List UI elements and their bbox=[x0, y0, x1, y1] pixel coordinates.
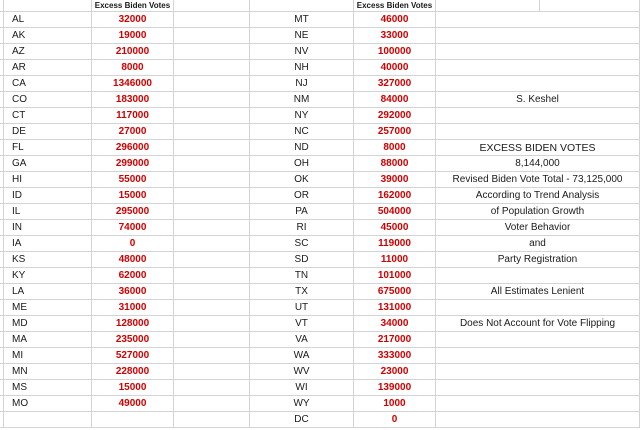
empty-cell[interactable] bbox=[436, 364, 640, 380]
empty-cell[interactable] bbox=[174, 364, 250, 380]
vote-cell[interactable]: 1000 bbox=[354, 396, 436, 412]
state-cell[interactable]: KY bbox=[4, 268, 92, 284]
state-cell[interactable]: NC bbox=[250, 124, 354, 140]
vote-cell[interactable]: 15000 bbox=[92, 188, 174, 204]
state-cell[interactable]: CO bbox=[4, 92, 92, 108]
vote-cell[interactable]: 0 bbox=[92, 236, 174, 252]
empty-cell[interactable] bbox=[92, 412, 174, 428]
empty-cell[interactable] bbox=[174, 396, 250, 412]
vote-cell[interactable]: 62000 bbox=[92, 268, 174, 284]
empty-cell[interactable] bbox=[174, 236, 250, 252]
empty-cell[interactable] bbox=[174, 156, 250, 172]
vote-cell[interactable]: 31000 bbox=[92, 300, 174, 316]
state-cell[interactable]: KS bbox=[4, 252, 92, 268]
empty-cell[interactable] bbox=[250, 0, 354, 12]
vote-cell[interactable]: 117000 bbox=[92, 108, 174, 124]
note-revised[interactable]: Revised Biden Vote Total - 73,125,000 bbox=[436, 172, 640, 188]
vote-cell[interactable]: 49000 bbox=[92, 396, 174, 412]
vote-cell[interactable]: 257000 bbox=[354, 124, 436, 140]
empty-cell[interactable] bbox=[436, 76, 640, 92]
empty-cell[interactable] bbox=[4, 412, 92, 428]
state-cell[interactable]: MT bbox=[250, 12, 354, 28]
state-cell[interactable]: DE bbox=[4, 124, 92, 140]
state-cell[interactable]: WV bbox=[250, 364, 354, 380]
state-cell[interactable]: ID bbox=[4, 188, 92, 204]
state-cell[interactable]: MD bbox=[4, 316, 92, 332]
empty-cell[interactable] bbox=[174, 108, 250, 124]
state-cell[interactable]: AR bbox=[4, 60, 92, 76]
note-line2[interactable]: of Population Growth bbox=[436, 204, 640, 220]
state-cell[interactable]: AL bbox=[4, 12, 92, 28]
empty-cell[interactable] bbox=[4, 0, 92, 12]
state-cell[interactable]: MA bbox=[4, 332, 92, 348]
empty-cell[interactable] bbox=[174, 76, 250, 92]
note-line1[interactable]: According to Trend Analysis bbox=[436, 188, 640, 204]
state-cell[interactable]: WY bbox=[250, 396, 354, 412]
state-cell[interactable]: UT bbox=[250, 300, 354, 316]
state-cell[interactable]: NV bbox=[250, 44, 354, 60]
state-cell[interactable]: FL bbox=[4, 140, 92, 156]
empty-cell[interactable] bbox=[174, 28, 250, 44]
state-cell[interactable]: AK bbox=[4, 28, 92, 44]
vote-cell[interactable]: 8000 bbox=[92, 60, 174, 76]
empty-cell[interactable] bbox=[540, 0, 640, 12]
state-cell[interactable]: AZ bbox=[4, 44, 92, 60]
note-line5[interactable]: Party Registration bbox=[436, 252, 640, 268]
vote-cell[interactable]: 33000 bbox=[354, 28, 436, 44]
state-cell[interactable]: MO bbox=[4, 396, 92, 412]
state-cell[interactable]: IN bbox=[4, 220, 92, 236]
vote-cell[interactable]: 32000 bbox=[92, 12, 174, 28]
state-cell[interactable]: PA bbox=[250, 204, 354, 220]
state-cell[interactable]: VT bbox=[250, 316, 354, 332]
empty-cell[interactable] bbox=[174, 316, 250, 332]
vote-cell[interactable]: 292000 bbox=[354, 108, 436, 124]
state-cell[interactable]: NE bbox=[250, 28, 354, 44]
empty-cell[interactable] bbox=[436, 12, 640, 28]
vote-cell[interactable]: 139000 bbox=[354, 380, 436, 396]
state-cell[interactable]: OK bbox=[250, 172, 354, 188]
empty-cell[interactable] bbox=[436, 332, 640, 348]
note-author[interactable]: S. Keshel bbox=[436, 92, 640, 108]
empty-cell[interactable] bbox=[436, 28, 640, 44]
vote-cell[interactable]: 45000 bbox=[354, 220, 436, 236]
state-cell[interactable]: NM bbox=[250, 92, 354, 108]
vote-cell[interactable]: 27000 bbox=[92, 124, 174, 140]
state-cell[interactable]: NH bbox=[250, 60, 354, 76]
state-cell[interactable]: GA bbox=[4, 156, 92, 172]
vote-cell[interactable]: 40000 bbox=[354, 60, 436, 76]
state-cell[interactable]: DC bbox=[250, 412, 354, 428]
state-cell[interactable]: MN bbox=[4, 364, 92, 380]
note-title[interactable]: EXCESS BIDEN VOTES bbox=[436, 140, 640, 156]
state-cell[interactable]: MS bbox=[4, 380, 92, 396]
vote-cell[interactable]: 19000 bbox=[92, 28, 174, 44]
empty-cell[interactable] bbox=[436, 60, 640, 76]
empty-cell[interactable] bbox=[436, 348, 640, 364]
empty-cell[interactable] bbox=[174, 252, 250, 268]
empty-cell[interactable] bbox=[436, 380, 640, 396]
empty-cell[interactable] bbox=[174, 92, 250, 108]
note-line3[interactable]: Voter Behavior bbox=[436, 220, 640, 236]
vote-cell[interactable]: 11000 bbox=[354, 252, 436, 268]
vote-cell[interactable]: 128000 bbox=[92, 316, 174, 332]
vote-cell[interactable]: 48000 bbox=[92, 252, 174, 268]
vote-cell[interactable]: 39000 bbox=[354, 172, 436, 188]
column-header-right[interactable]: Excess Biden Votes bbox=[354, 0, 436, 12]
empty-cell[interactable] bbox=[174, 268, 250, 284]
empty-cell[interactable] bbox=[436, 412, 640, 428]
note-total[interactable]: 8,144,000 bbox=[436, 156, 640, 172]
empty-cell[interactable] bbox=[174, 12, 250, 28]
vote-cell[interactable]: 84000 bbox=[354, 92, 436, 108]
vote-cell[interactable]: 296000 bbox=[92, 140, 174, 156]
state-cell[interactable]: WI bbox=[250, 380, 354, 396]
state-cell[interactable]: WA bbox=[250, 348, 354, 364]
empty-cell[interactable] bbox=[174, 140, 250, 156]
note-flipping[interactable]: Does Not Account for Vote Flipping bbox=[436, 316, 640, 332]
vote-cell[interactable]: 162000 bbox=[354, 188, 436, 204]
empty-cell[interactable] bbox=[436, 268, 640, 284]
vote-cell[interactable]: 8000 bbox=[354, 140, 436, 156]
state-cell[interactable]: TX bbox=[250, 284, 354, 300]
state-cell[interactable]: ND bbox=[250, 140, 354, 156]
vote-cell[interactable]: 675000 bbox=[354, 284, 436, 300]
empty-cell[interactable] bbox=[436, 44, 640, 60]
state-cell[interactable]: IL bbox=[4, 204, 92, 220]
state-cell[interactable]: OR bbox=[250, 188, 354, 204]
vote-cell[interactable]: 333000 bbox=[354, 348, 436, 364]
empty-cell[interactable] bbox=[436, 0, 540, 12]
vote-cell[interactable]: 1346000 bbox=[92, 76, 174, 92]
vote-cell[interactable]: 88000 bbox=[354, 156, 436, 172]
vote-cell[interactable]: 74000 bbox=[92, 220, 174, 236]
empty-cell[interactable] bbox=[436, 300, 640, 316]
state-cell[interactable]: NJ bbox=[250, 76, 354, 92]
state-cell[interactable]: CA bbox=[4, 76, 92, 92]
empty-cell[interactable] bbox=[174, 172, 250, 188]
empty-cell[interactable] bbox=[174, 380, 250, 396]
vote-cell[interactable]: 299000 bbox=[92, 156, 174, 172]
state-cell[interactable]: ME bbox=[4, 300, 92, 316]
column-header-left[interactable]: Excess Biden Votes bbox=[92, 0, 174, 12]
vote-cell[interactable]: 119000 bbox=[354, 236, 436, 252]
empty-cell[interactable] bbox=[174, 204, 250, 220]
vote-cell[interactable]: 228000 bbox=[92, 364, 174, 380]
vote-cell[interactable]: 210000 bbox=[92, 44, 174, 60]
state-cell[interactable]: VA bbox=[250, 332, 354, 348]
empty-cell[interactable] bbox=[174, 124, 250, 140]
empty-cell[interactable] bbox=[174, 60, 250, 76]
vote-cell[interactable]: 101000 bbox=[354, 268, 436, 284]
vote-cell[interactable]: 217000 bbox=[354, 332, 436, 348]
empty-cell[interactable] bbox=[174, 284, 250, 300]
vote-cell[interactable]: 36000 bbox=[92, 284, 174, 300]
vote-cell[interactable]: 327000 bbox=[354, 76, 436, 92]
state-cell[interactable]: LA bbox=[4, 284, 92, 300]
empty-cell[interactable] bbox=[174, 0, 250, 12]
empty-cell[interactable] bbox=[174, 412, 250, 428]
note-lenient[interactable]: All Estimates Lenient bbox=[436, 284, 640, 300]
vote-cell[interactable]: 235000 bbox=[92, 332, 174, 348]
state-cell[interactable]: SD bbox=[250, 252, 354, 268]
vote-cell[interactable]: 504000 bbox=[354, 204, 436, 220]
state-cell[interactable]: HI bbox=[4, 172, 92, 188]
vote-cell[interactable]: 23000 bbox=[354, 364, 436, 380]
state-cell[interactable]: OH bbox=[250, 156, 354, 172]
vote-cell[interactable]: 55000 bbox=[92, 172, 174, 188]
empty-cell[interactable] bbox=[174, 44, 250, 60]
vote-cell[interactable]: 46000 bbox=[354, 12, 436, 28]
state-cell[interactable]: RI bbox=[250, 220, 354, 236]
state-cell[interactable]: NY bbox=[250, 108, 354, 124]
empty-cell[interactable] bbox=[436, 108, 640, 124]
vote-cell[interactable]: 0 bbox=[354, 412, 436, 428]
vote-cell[interactable]: 527000 bbox=[92, 348, 174, 364]
empty-cell[interactable] bbox=[174, 188, 250, 204]
empty-cell[interactable] bbox=[174, 300, 250, 316]
note-line4[interactable]: and bbox=[436, 236, 640, 252]
vote-cell[interactable]: 183000 bbox=[92, 92, 174, 108]
empty-cell[interactable] bbox=[174, 348, 250, 364]
vote-cell[interactable]: 100000 bbox=[354, 44, 436, 60]
empty-cell[interactable] bbox=[174, 332, 250, 348]
state-cell[interactable]: MI bbox=[4, 348, 92, 364]
state-cell[interactable]: IA bbox=[4, 236, 92, 252]
vote-cell[interactable]: 34000 bbox=[354, 316, 436, 332]
vote-cell[interactable]: 295000 bbox=[92, 204, 174, 220]
empty-cell[interactable] bbox=[436, 124, 640, 140]
vote-cell[interactable]: 15000 bbox=[92, 380, 174, 396]
state-cell[interactable]: CT bbox=[4, 108, 92, 124]
state-cell[interactable]: TN bbox=[250, 268, 354, 284]
vote-cell[interactable]: 131000 bbox=[354, 300, 436, 316]
empty-cell[interactable] bbox=[174, 220, 250, 236]
empty-cell[interactable] bbox=[436, 396, 640, 412]
state-cell[interactable]: SC bbox=[250, 236, 354, 252]
